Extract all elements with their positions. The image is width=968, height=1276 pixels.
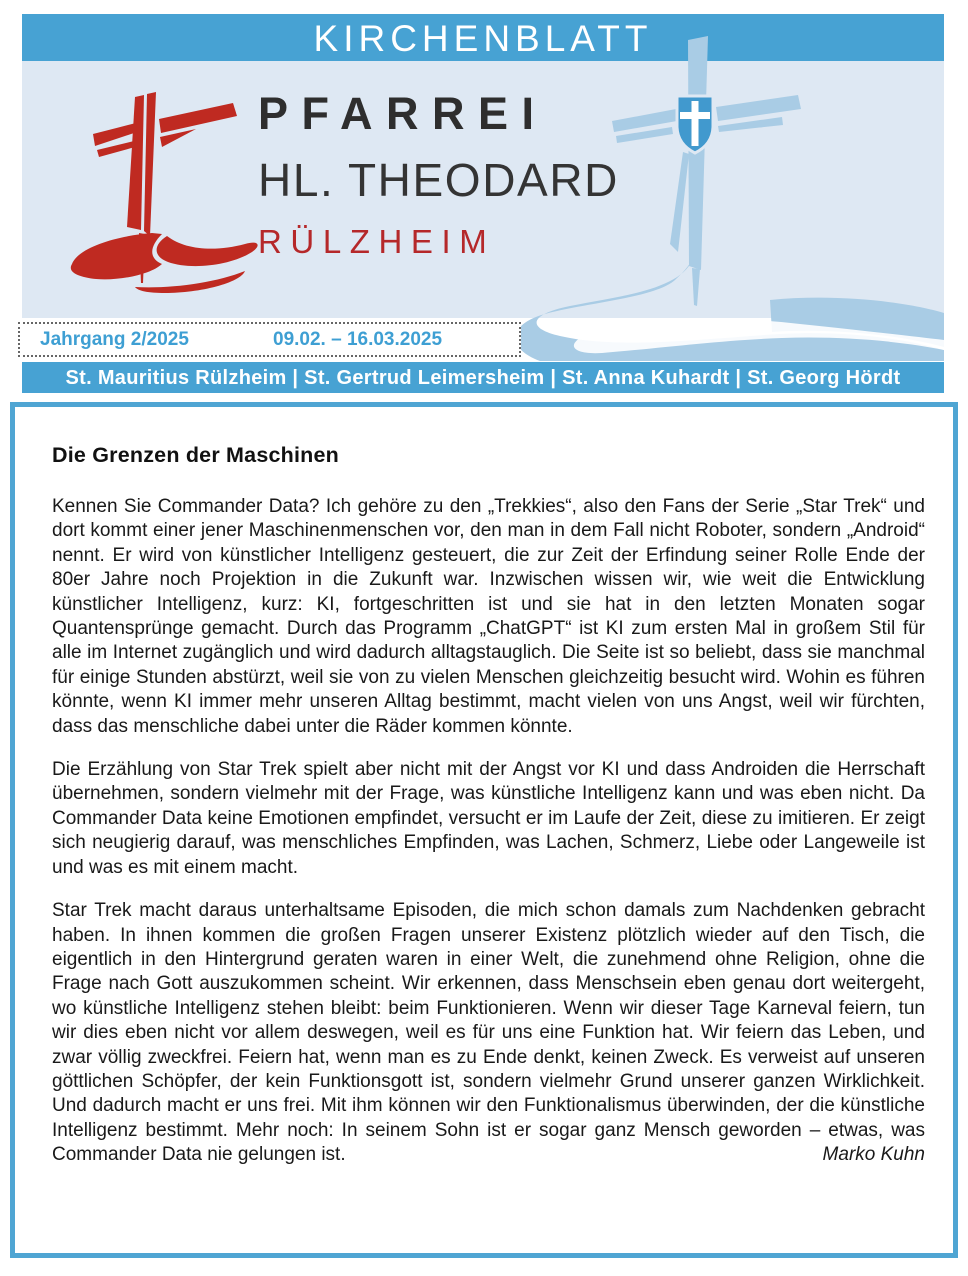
logo-line-ruelzheim: RÜLZHEIM <box>258 223 496 260</box>
masthead-title: KIRCHENBLATT <box>313 18 653 59</box>
river-path-cut <box>574 319 944 353</box>
article-paragraph-1: Kennen Sie Commander Data? Ich gehöre zu den „Trekkies“, also den Fans der Serie „Star Trek“ und dort kommt einer jener Maschinenmenschen vor, den man in dem Fall nicht Roboter, sondern „Android“ nennt. Er wird von künstlicher Intelligenz gesteuert, die zur Zeit der Erfindung seiner Rolle Ende der 80er Jahre noch Projektion in die Zukunft war. Inzwischen wissen wir, wie weit die Entwicklung künstlicher Intelligenz, kurz: KI, fortgeschritten ist und sie hat in den letzten Monaten sogar Quantensprünge gemacht. Durch das Programm „ChatGPT“ ist KI zum ersten Mal in großem Stil für alle im Internet zugänglich und wird dadurch alltagstauglich. Die Seite ist so beliebt, dass sie manchmal für einige Stunden abstürzt, weil sie von zu vielen Menschen gleichzeitig besucht wird. Wohin es führen könnte, wenn KI immer mehr unseren Alltag bestimmt, macht vielen von uns Angst, weil wir fürchten, dass das menschliche dabei unter die Räder kommen könnte. <box>52 496 925 737</box>
article-paragraph-3-text: Star Trek macht daraus unterhaltsame Episoden, die mich schon damals zum Nachdenken gebracht haben. In ihnen kommen die großen Fragen unserer Existenz plötzlich wieder auf den Tisch, die eigentlich in den Hintergrund geraten waren in einer Welt, die zunehmend ohne Religion, ohne die Frage nach Gott auszukommen scheint. Wir erkennen, dass Menschsein eben genau dort weitergeht, wo künstliche Intelligenz stehen bleibt: beim Funktionieren. Wenn wir dieser Tage Karneval feiern, tun wir dies eben nicht vor allem deswegen, weil es für uns eine Funktion hat. Wir feiern das Leben, und zwar völlig zweckfrei. Feiern hat, wenn man es zu Ende denkt, keinen Zweck. Es verweist auf unseren göttlichen Schöpfer, der kein Funktionsgott ist, sondern vielmehr Grund unserer ganzen Wirklichkeit. Und dadurch macht er uns frei. Mit ihm können wir den Funktionalismus überwinden, der die künstliche Intelligenz bestimmt. Mehr noch: In seinem Sohn ist er sogar ganz Mensch geworden – etwas, was Commander Data nie gelungen ist. <box>52 900 925 1166</box>
article-author: Marko Kuhn <box>822 1144 925 1166</box>
parish-list-bar: St. Mauritius Rülzheim | St. Gertrud Leimersheim | St. Anna Kuhardt | St. Georg Hördt <box>22 362 944 393</box>
article-paragraph-3 <box>52 899 925 1167</box>
issue-date-range: 09.02. – 16.03.2025 <box>273 329 443 350</box>
article-content-box <box>10 402 958 1258</box>
parish-logo-text <box>258 88 619 261</box>
issue-info-box <box>18 322 521 357</box>
logo-line-theodard: HL. THEODARD <box>258 154 619 206</box>
article-title: Die Grenzen der Maschinen <box>52 443 339 467</box>
logo-line-pfarrei: PFARREI <box>258 88 548 139</box>
issue-volume: Jahrgang 2/2025 <box>40 329 189 350</box>
article-paragraph-2: Die Erzählung von Star Trek spielt aber nicht mit der Angst vor KI und dass Androiden die Herrschaft übernehmen, sondern vielmehr mit der Frage, was künstliche Intelligenz kann und was eben nicht. Da Commander Data keine Emotionen empfindet, versucht er im Laufe der Zeit, diese zu imitieren. Er zeigt sich neugierig darauf, was menschliches Empfinden, was Lachen, Schmerz, Liebe oder Langeweile ist und was es mit einem macht. <box>52 759 925 878</box>
